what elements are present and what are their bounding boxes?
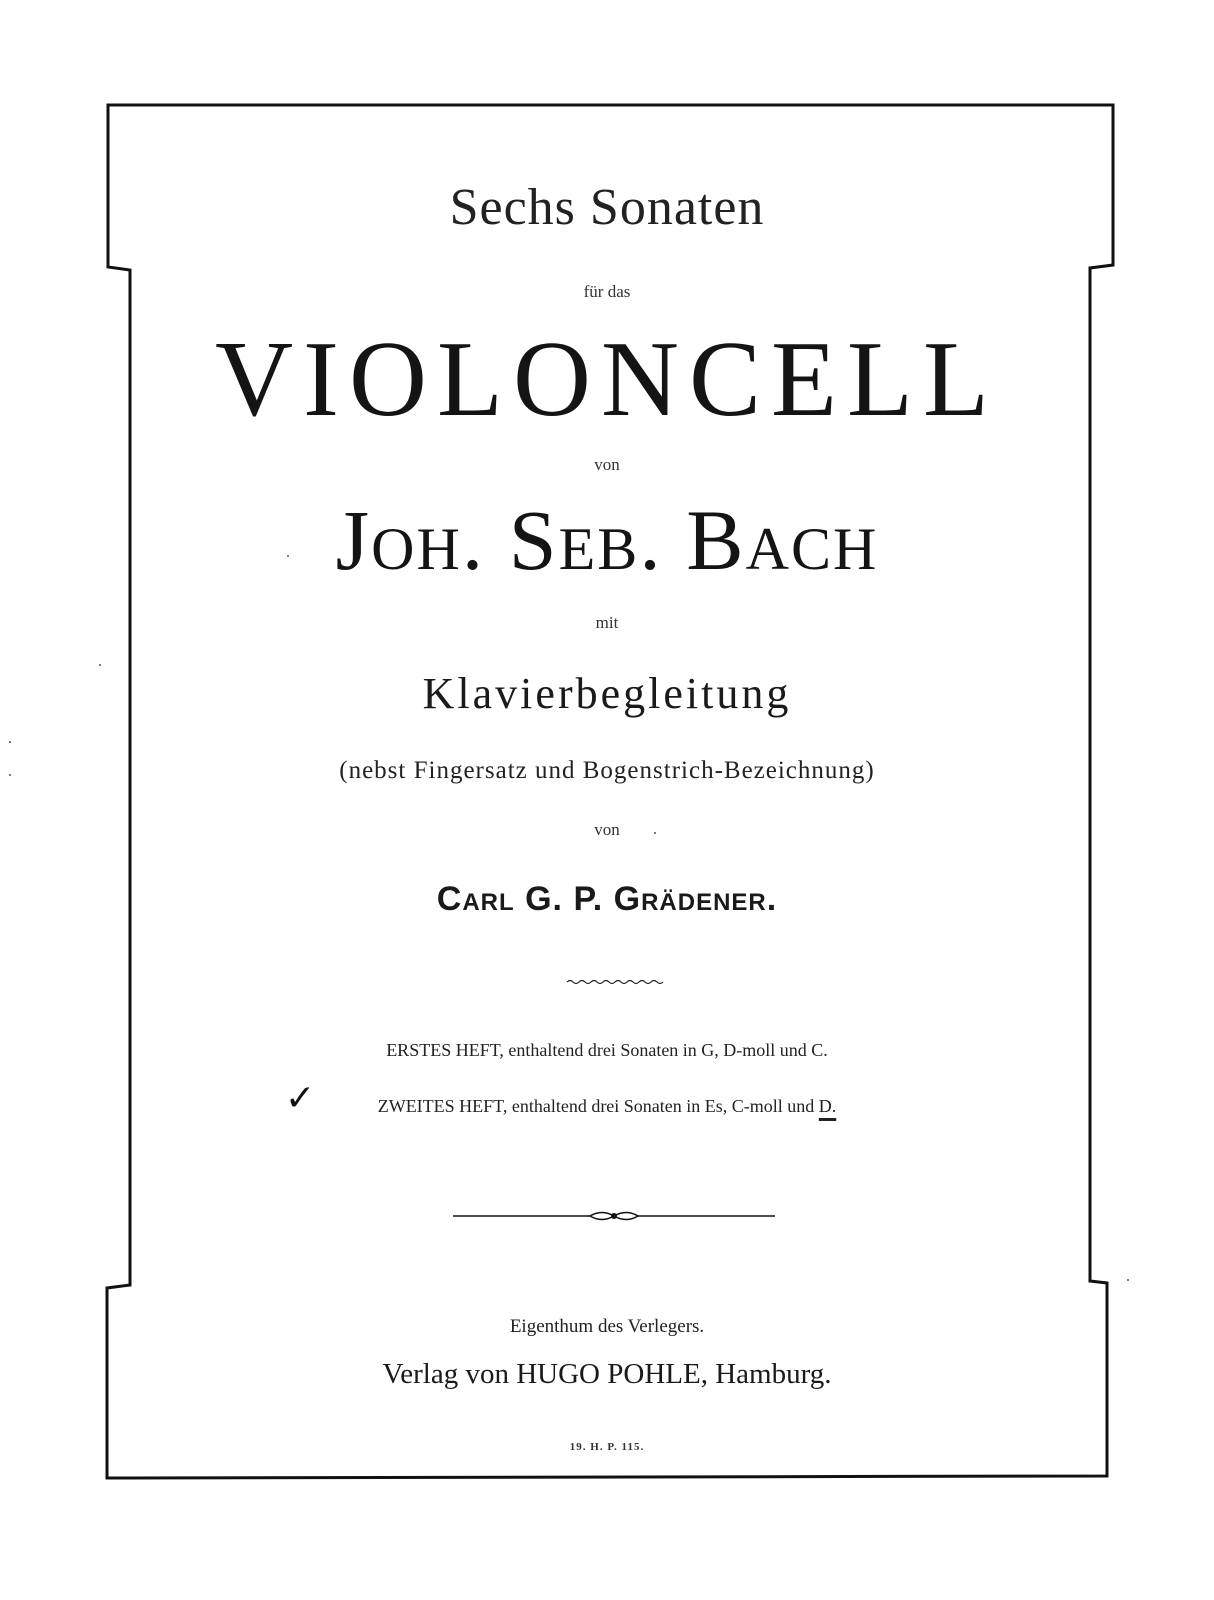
handwritten-check-icon: ✓ xyxy=(285,1078,316,1119)
zweites-heft-text: ZWEITES HEFT, enthaltend drei Sonaten in Es, C-moll und xyxy=(377,1096,815,1116)
instrument-title: VIOLONCELL xyxy=(215,320,999,439)
arranger-name: Carl G. P. Grädener. xyxy=(436,880,778,918)
connector-fuer-das: für das xyxy=(583,282,631,301)
zweites-heft-key-underlined: D. xyxy=(818,1096,837,1116)
plate-number: 19. H. P. 115. xyxy=(569,1441,645,1453)
wavy-rule xyxy=(567,981,663,984)
connector-von-arranger: von xyxy=(594,820,620,839)
connector-mit: mit xyxy=(595,613,619,632)
publisher-rights: Eigenthum des Verlegers. xyxy=(509,1316,705,1337)
contents-zweites-heft xyxy=(0,1096,1214,1117)
title-line-1: Sechs Sonaten xyxy=(449,179,765,236)
composer-name: Joh. Seb. Bach xyxy=(335,492,879,588)
fingering-note: (nebst Fingersatz und Bogenstrich-Bezeichnung) xyxy=(339,757,875,784)
contents-erstes-heft: ERSTES HEFT, enthaltend drei Sonaten in G, D-moll und C. xyxy=(386,1040,828,1060)
accompaniment-title: Klavierbegleitung xyxy=(422,669,792,718)
connector-von: von xyxy=(594,455,620,474)
publisher-name: Verlag von HUGO POHLE, Hamburg. xyxy=(382,1358,832,1390)
ornamental-divider xyxy=(453,1213,775,1220)
